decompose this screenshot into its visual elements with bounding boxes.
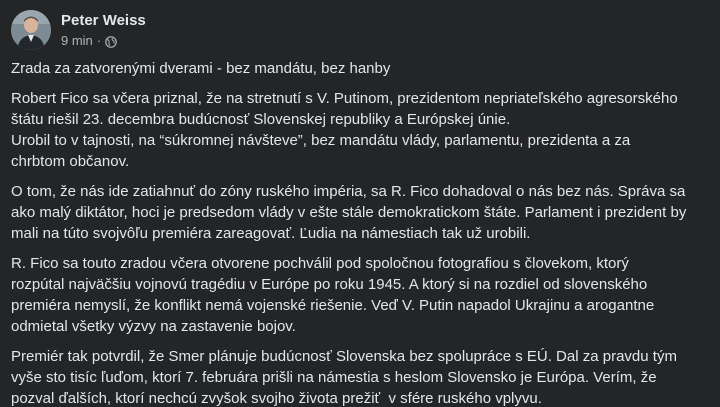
- post-text-line: Zrada za zatvorenými dverami - bez mandátu, bez hanby: [11, 60, 391, 77]
- author-name[interactable]: Peter Weiss: [61, 12, 146, 29]
- post-paragraph: [11, 346, 716, 407]
- post-text-line: Premiér tak potvrdil, že Smer plánuje budúcnosť Slovenska bez spolupráce s EÚ. Dal za pravdu tým: [11, 348, 677, 365]
- post-body: [11, 58, 716, 407]
- post-text-line: pozval ďalších, ktorí nechcú zvyšok svojho života prežiť v sfére ruského vplyvu.: [11, 390, 542, 407]
- post-text-line: Robert Fico sa včera priznal, že na stretnutí s V. Putinom, prezidentom nepriateľského agresorského: [11, 90, 678, 107]
- post-text-line: štátu riešil 23. decembra budúcnosť Slovenskej republiky a Európskej únie.: [11, 111, 511, 128]
- globe-icon: [105, 35, 117, 47]
- author-avatar[interactable]: [11, 10, 51, 50]
- post-text-line: premiéra nemyslí, že konflikt nemá vojenské riešenie. Veď V. Putin napadol Ukrajinu a arogantne: [11, 297, 655, 314]
- post-text-line: mali na túto svojvôľu premiéra zareagovať. Ľudia na námestiach tak už urobili.: [11, 225, 531, 242]
- post-timestamp[interactable]: 9 min: [61, 33, 93, 48]
- post-text-line: Urobil to v tajnosti, na “súkromnej návšteve”, bez mandátu vlády, parlamentu, prezidenta a za: [11, 132, 631, 149]
- post-text-line: ako malý diktátor, hoci je predsedom vlády v ešte stále demokratickom štáte. Parlament i prezident by: [11, 204, 687, 221]
- post-text-line: vyše sto tisíc ľuďom, ktorí 7. februára prišli na námestia s heslom Slovensko je Európa. Verím, že: [11, 369, 657, 386]
- post-header: [11, 9, 146, 51]
- post-text-line: R. Fico sa touto zradou včera otvorene pochválil pod spoločnou fotografiou s človekom, ktorý: [11, 255, 629, 272]
- post-subline: [61, 32, 146, 49]
- separator-dot: ·: [96, 33, 102, 48]
- post-text-line: odmietal všetky výzvy na zastavenie bojov.: [11, 318, 296, 335]
- post-paragraph: [11, 181, 716, 244]
- post-paragraph: [11, 253, 716, 337]
- post-text-line: O tom, že nás ide zatiahnuť do zóny ruského impéria, sa R. Fico dohadoval o nás bez nás. Správa sa: [11, 183, 686, 200]
- post-text-line: chrbtom občanov.: [11, 153, 130, 170]
- post-meta: [61, 11, 146, 49]
- post-paragraph: [11, 88, 716, 172]
- post-paragraph: [11, 58, 716, 79]
- post-text-line: rozpútal najväčšiu vojnovú tragédiu v Európe po roku 1945. A ktorý si na rozdiel od slovenského: [11, 276, 648, 293]
